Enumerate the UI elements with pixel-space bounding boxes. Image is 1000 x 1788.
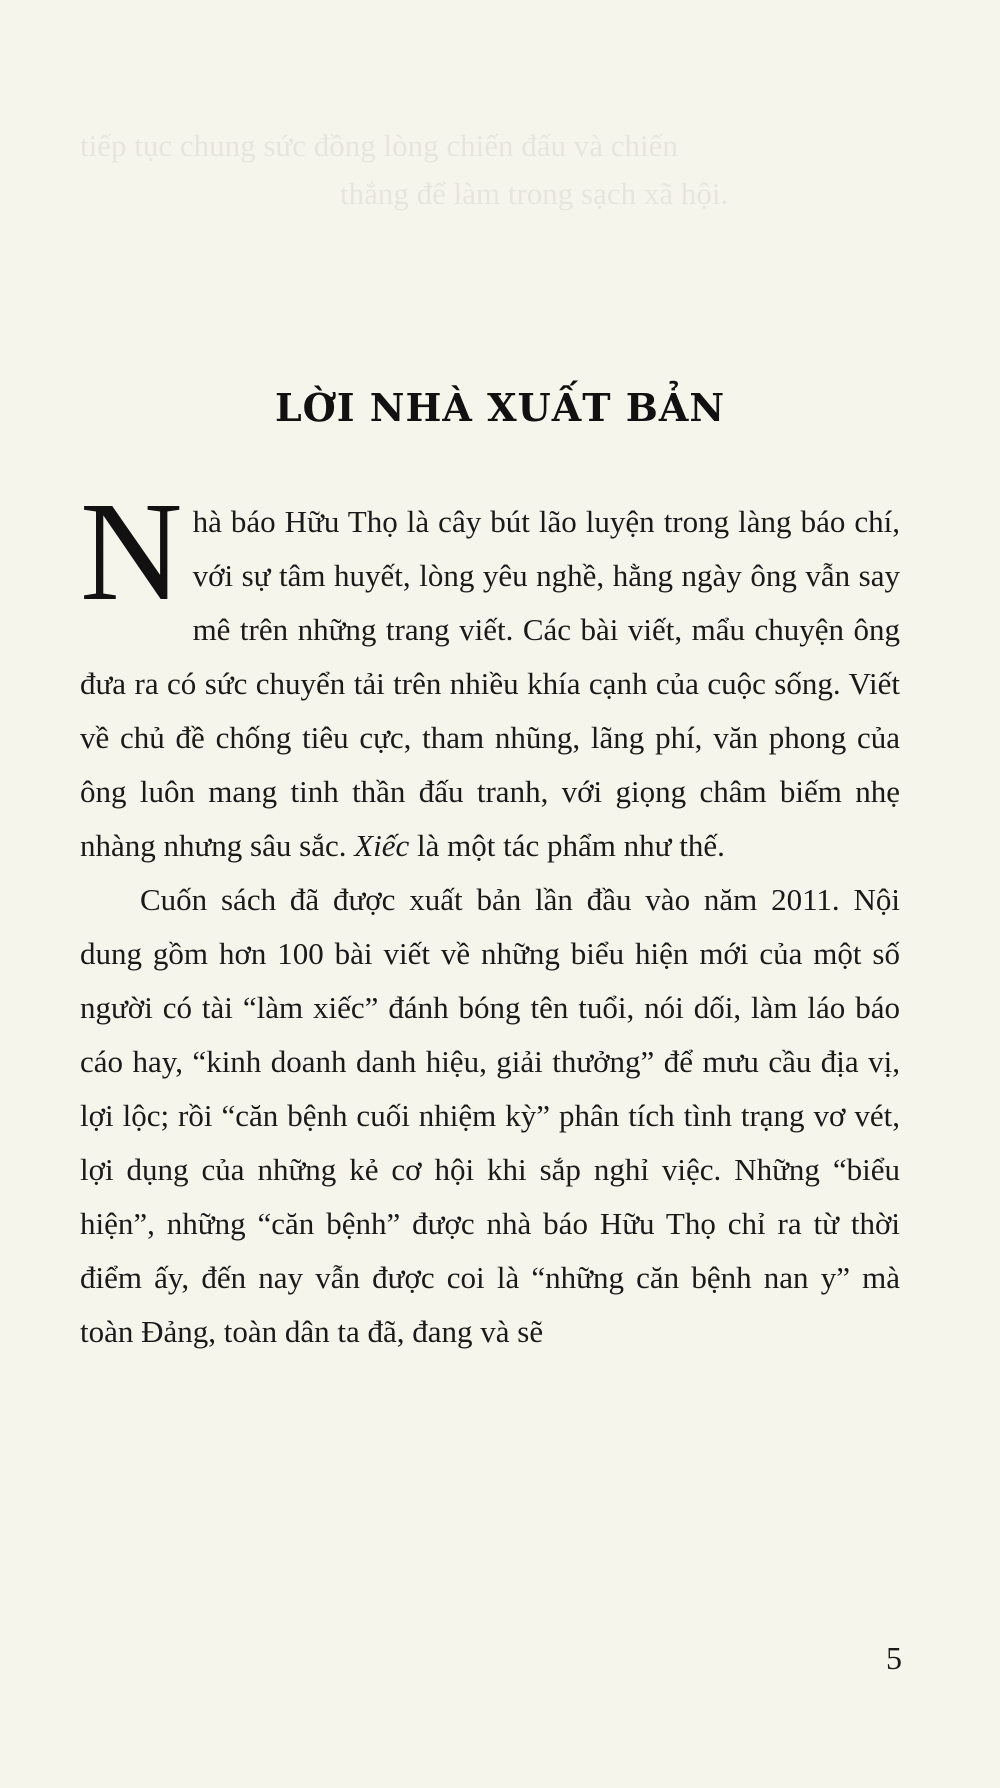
body-text: [80, 472, 900, 1359]
drop-cap: N: [80, 472, 183, 630]
book-title: Xiếc: [354, 828, 410, 863]
page-title: LỜI NHÀ XUẤT BẢN: [274, 385, 726, 431]
paragraph-2: Cuốn sách đã được xuất bản lần đầu vào năm 2011. Nội dung gồm hơn 100 bài viết về những biểu hiện mới của một số người có tài “làm xiếc” đánh bóng tên tuổi, nói dối, làm láo báo cáo hay, “kinh doanh danh hiệu, giải thưởng” để mưu cầu địa vị, lợi lộc; rồi “căn bệnh cuối nhiệm kỳ” phân tích tình trạng vơ vét, lợi dụng của những kẻ cơ hội khi sắp nghỉ việc. Những “biểu hiện”, những “căn bệnh” được nhà báo Hữu Thọ chỉ ra từ thời điểm ấy, đến nay vẫn được coi là “những căn bệnh nan y” mà toàn Đảng, toàn dân ta đã, đang và sẽ: [80, 882, 900, 1349]
paragraph-1-end: là một tác phẩm như thế.: [409, 828, 725, 863]
bleed-through-text: thắng để làm trong sạch xã hội.: [340, 176, 729, 211]
paragraph-1-text: hà báo Hữu Thọ là cây bút lão luyện trong làng báo chí, với sự tâm huyết, lòng yêu nghề, hằng ngày ông vẫn say mê trên những trang viết. Các bài viết, mẩu chuyện ông đưa ra có sức chuyển tải trên nhiều khía cạnh của cuộc sống. Viết về chủ đề chống tiêu cực, tham nhũng, lãng phí, văn phong của ông luôn mang tinh thần đấu tranh, với giọng châm biếm nhẹ nhàng nhưng sâu sắc.: [80, 504, 900, 863]
bleed-through-text: tiếp tục chung sức đồng lòng chiến đấu và chiến: [80, 128, 678, 163]
paragraph-1: [80, 472, 900, 873]
page-number: 5: [886, 1640, 902, 1676]
